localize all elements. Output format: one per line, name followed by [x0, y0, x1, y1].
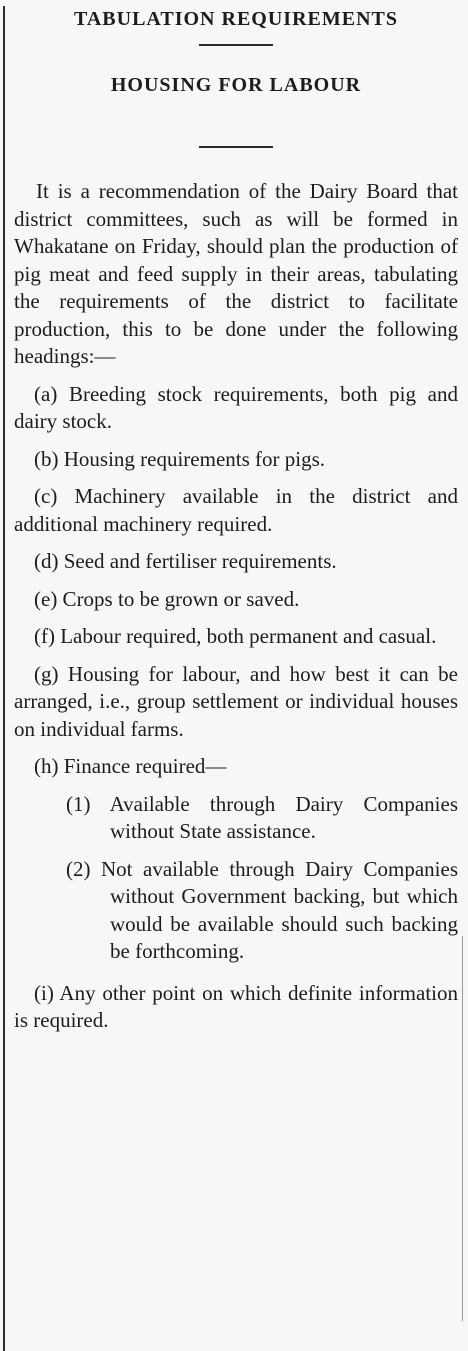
headline: TABULATION REQUIREMENTS: [74, 8, 398, 30]
intro-paragraph: It is a recommendation of the Dairy Board that district committees, such as will be formed in Whakatane on Friday, should plan the production of pig meat and feed supply in their areas, tabulating the requirements of the district to facilitate production, this to be done under the following headings:—: [14, 179, 458, 368]
subheadline: HOUSING FOR LABOUR: [110, 74, 362, 96]
list-item-g: (g) Housing for labour, and how best it can be arranged, i.e., group settlement or individual houses on individual farms.: [14, 661, 458, 741]
list-item-b: (b) Housing requirements for pigs.: [34, 446, 326, 471]
list-item-h: (h) Finance required—: [34, 754, 227, 778]
list-item-d: (d) Seed and fertiliser requirements.: [34, 549, 337, 573]
list-item-f: (f) Labour required, both permanent and casual.: [34, 624, 437, 648]
column-rule-right: [462, 936, 463, 1321]
finance-subitem-2: (2) Not available through Dairy Companies without Government backing, but which would be available should such backing be forthcoming.: [66, 856, 458, 963]
list-item-e: (e) Crops to be grown or saved.: [34, 586, 300, 611]
list-item-a: (a) Breeding stock requirements, both pig and dairy stock.: [14, 381, 458, 433]
subhead-divider: [199, 146, 273, 148]
list-item-i: (i) Any other point on which definite information is required.: [14, 980, 458, 1032]
list-item-c: (c) Machinery available in the district and additional machinery required.: [14, 484, 458, 536]
newspaper-column: [0, 6, 468, 1351]
column-rule-left: [3, 6, 5, 1351]
headline-divider: [199, 44, 273, 46]
finance-subitem-1: (1) Available through Dairy Companies without State assistance.: [66, 791, 458, 843]
